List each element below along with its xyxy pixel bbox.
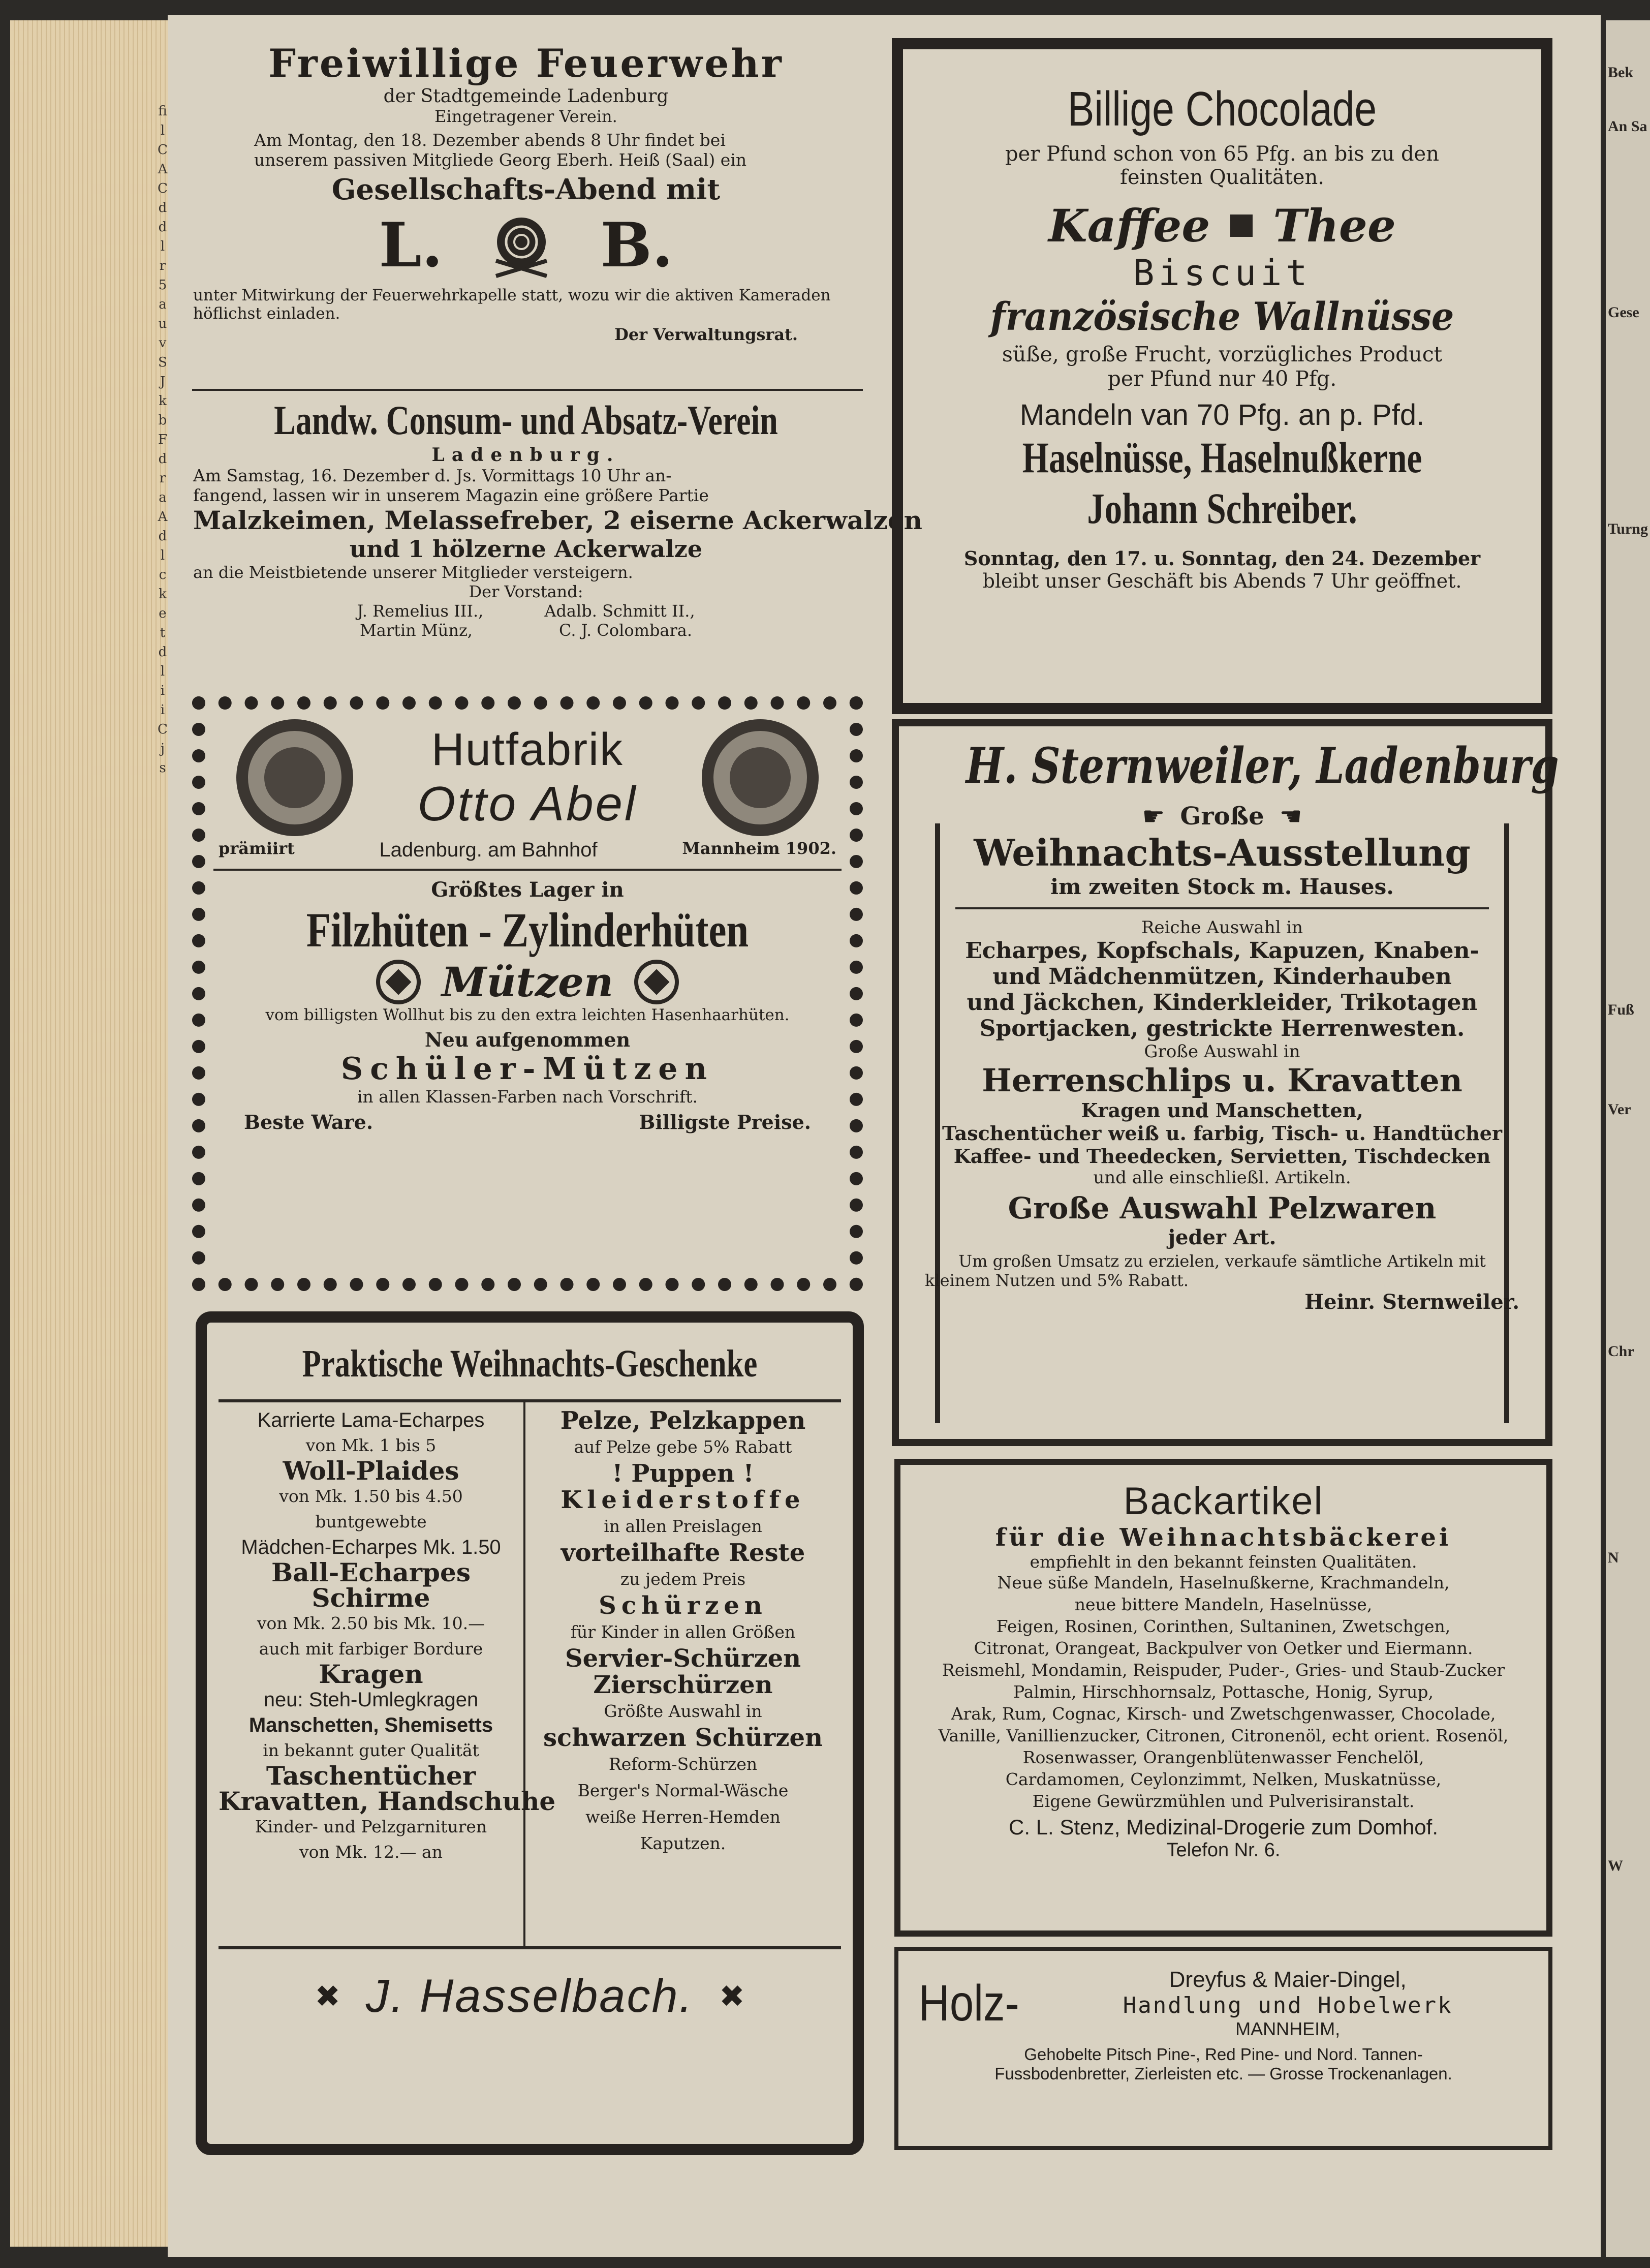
ad-title: Holz- xyxy=(918,1975,1019,2032)
strip-text: Gese xyxy=(1608,304,1639,321)
text-line: und Jäckchen, Kinderkleider, Trikotagen xyxy=(967,990,1478,1016)
ad-title: Hutfabrik xyxy=(431,724,624,775)
text-line: an die Meistbietende unserer Mitglieder versteigern. xyxy=(193,563,633,582)
divider xyxy=(213,869,842,871)
strip-text: Fuß xyxy=(1608,1001,1634,1018)
ad-title: Praktische Weihnachts-Geschenke xyxy=(302,1342,758,1385)
offer-line: Mädchen-Echarpes Mk. 1.50 xyxy=(241,1536,501,1558)
offer-line: Berger's Normal-Wäsche xyxy=(577,1781,789,1800)
offer-line: zu jedem Preis xyxy=(620,1569,746,1589)
product-headline: Thee xyxy=(1273,199,1396,252)
event-title: Gesellschafts-Abend mit xyxy=(331,173,721,206)
ad-holz xyxy=(910,1967,1537,2083)
offer-line: Kinder- und Pelzgarnituren xyxy=(255,1817,487,1836)
offer-line: Schürzen xyxy=(599,1591,767,1620)
text-line: Neu aufgenommen xyxy=(424,1028,631,1051)
margin-letter: l xyxy=(160,123,165,138)
text-line: Taschentücher weiß u. farbig, Tisch- u. Handtücher xyxy=(942,1122,1502,1145)
margin-letter: k xyxy=(159,393,167,409)
offer-line: ! Puppen ! xyxy=(612,1459,754,1488)
margin-letter: J xyxy=(160,374,166,389)
text-line: Große xyxy=(1180,802,1264,831)
board-row xyxy=(188,601,864,621)
company-name: J. Hasselbach. xyxy=(365,1970,694,2022)
margin-letter: v xyxy=(159,335,167,351)
offer-line: neu: Steh-Umlegkragen xyxy=(263,1689,479,1711)
text-line: fangend, lassen wir in unserem Magazin eine größere Partie xyxy=(193,485,709,505)
strip-text: Turng xyxy=(1608,520,1648,537)
product-line: neue bittere Mandeln, Haselnüsse, xyxy=(1074,1595,1373,1614)
margin-letter: u xyxy=(158,316,167,331)
product-line: Arak, Rum, Cognac, Kirsch- und Zwetschgenwasser, Chocolade, xyxy=(951,1704,1496,1724)
product-headline: Herrenschlips u. Kravatten xyxy=(982,1062,1462,1099)
margin-letter: l xyxy=(160,239,165,254)
offer-line: Kaputzen. xyxy=(640,1833,726,1853)
offer-line: Taschentücher xyxy=(266,1761,476,1791)
offer-line: Größte Auswahl in xyxy=(604,1701,762,1721)
cross-icon: ✖ xyxy=(315,1978,340,2014)
margin-letter: C xyxy=(158,142,168,158)
text-line: Kaffee- und Theedecken, Servietten, Tischdecken xyxy=(953,1145,1491,1168)
offer-line: in allen Preislagen xyxy=(604,1516,762,1536)
address: Ladenburg. am Bahnhof xyxy=(379,839,598,861)
strip-text: Bek xyxy=(1608,64,1634,81)
margin-letter: i xyxy=(160,702,165,718)
offer-line: Reform-Schürzen xyxy=(608,1754,758,1774)
product-list xyxy=(910,1572,1537,1812)
offer-line: schwarzen Schürzen xyxy=(543,1724,823,1752)
divider xyxy=(192,389,863,391)
text-line: unserem passiven Mitgliede Georg Eberh. Heiß (Saal) ein xyxy=(254,150,747,170)
margin-letter: r xyxy=(159,258,166,273)
text-line: Gehobelte Pitsch Pine-, Red Pine- und Nord. Tannen- xyxy=(1024,2045,1423,2064)
text-line: Handlung und Hobelwerk xyxy=(1123,1993,1453,2018)
product-headline: Kaffee xyxy=(1048,199,1210,252)
company-name: Dreyfus & Maier-Dingel, xyxy=(1169,1967,1407,1992)
text-line: unter Mitwirkung der Feuerwehrkapelle statt, wozu wir die aktiven Kameraden xyxy=(193,286,831,304)
text-line: und alle einschließl. Artikeln. xyxy=(1093,1168,1351,1188)
margin-letter: d xyxy=(158,529,167,544)
ad-consum-verein xyxy=(188,396,922,640)
strip-text: N xyxy=(1608,1549,1619,1566)
ad-title: H. Sternweiler, Ladenburg xyxy=(966,737,1559,794)
margin-letter: e xyxy=(159,606,167,621)
offer-line: Kragen xyxy=(319,1659,423,1689)
margin-letter: k xyxy=(159,587,167,602)
strip-text: Ver xyxy=(1608,1101,1631,1118)
margin-letter: l xyxy=(160,548,165,563)
board-member: Martin Münz, xyxy=(359,621,473,640)
product-headline: Mützen xyxy=(441,958,614,1006)
strip-text: Chr xyxy=(1608,1343,1634,1360)
text-line: Große Auswahl in xyxy=(1144,1041,1300,1062)
slogan: Beste Ware. xyxy=(244,1111,373,1133)
emblem-row xyxy=(188,209,864,281)
product-headline: Mandeln van 70 Pfg. an p. Pfd. xyxy=(1019,399,1425,432)
margin-letter: A xyxy=(158,162,168,177)
offer-column-left xyxy=(219,1402,556,1946)
ad-title: Freiwillige Feuerwehr xyxy=(268,41,784,86)
margin-letter: j xyxy=(160,741,165,756)
offer-line: von Mk. 12.— an xyxy=(299,1842,443,1862)
offer-line: Karrierte Lama-Echarpes xyxy=(257,1409,485,1431)
board-member: J. Remelius III., xyxy=(357,601,484,621)
offer-line: Kravatten, Handschuhe xyxy=(219,1786,556,1816)
margin-letter: A xyxy=(158,509,168,525)
medal-right-icon xyxy=(699,717,821,839)
initial-letter: B. xyxy=(600,209,673,281)
margin-letter: d xyxy=(158,200,167,216)
product-headline: Große Auswahl Pelzwaren xyxy=(1008,1191,1437,1225)
margin-letter: d xyxy=(158,451,167,467)
offer-line: auf Pelze gebe 5% Rabatt xyxy=(574,1437,792,1457)
offer-line: buntgewebte xyxy=(315,1512,427,1531)
margin-letter: c xyxy=(159,567,167,583)
offer-line: auch mit farbiger Bordure xyxy=(259,1639,483,1659)
margin-letter: 5 xyxy=(158,278,167,293)
ad-sternweiler xyxy=(910,737,1559,1314)
ad-hutfabrik xyxy=(213,717,842,1133)
phone: Telefon Nr. 6. xyxy=(1166,1840,1281,1861)
text-line: Reiche Auswahl in xyxy=(1141,917,1303,938)
product-line: Rosenwasser, Orangenblütenwasser Fenchelöl, xyxy=(1022,1748,1424,1767)
signature: Der Verwaltungsrat. xyxy=(614,325,798,344)
product-headline: Haselnüsse, Haselnußkerne xyxy=(1022,433,1422,482)
square-ornament-icon xyxy=(1230,214,1253,237)
pointing-hand-right-icon: ☛ xyxy=(1142,802,1165,831)
ad-feuerwehr xyxy=(188,41,864,344)
offer-line: Ball-Echarpes xyxy=(271,1557,471,1587)
text-line: in allen Klassen-Farben nach Vorschrift. xyxy=(357,1087,698,1107)
offer-line: in bekannt guter Qualität xyxy=(263,1740,479,1760)
fire-hose-reel-icon xyxy=(483,212,559,279)
subtitle: für die Weihnachtsbäckerei xyxy=(995,1523,1452,1552)
product-headline: französische Wallnüsse xyxy=(990,294,1454,339)
margin-letter: fi xyxy=(158,104,167,119)
divider xyxy=(955,907,1489,909)
ad-title: Backartikel xyxy=(1123,1480,1324,1523)
text-line: feinsten Qualitäten. xyxy=(1120,166,1324,189)
offer-line: Kleiderstoffe xyxy=(561,1486,805,1514)
ad-stenz xyxy=(910,1479,1537,1861)
text-line: süße, große Frucht, vorzügliches Product xyxy=(1002,342,1443,366)
margin-letter: s xyxy=(159,760,166,776)
margin-letter: d xyxy=(158,645,167,660)
offer-line: weiße Herren-Hemden xyxy=(585,1807,781,1827)
offer-line: Schirme xyxy=(312,1583,430,1613)
text-line: kleinem Nutzen und 5% Rabatt. xyxy=(925,1271,1189,1290)
city: MANNHEIM, xyxy=(1235,2018,1341,2039)
board-row xyxy=(188,621,864,640)
offer-line: Woll-Plaides xyxy=(283,1456,459,1486)
medal-left-icon xyxy=(234,717,356,839)
cross-icon: ✖ xyxy=(719,1978,745,2014)
ad-title: Billige Chocolade xyxy=(1067,82,1377,136)
product-line: Reismehl, Mondamin, Reispuder, Puder-, Gries- und Staub-Zucker xyxy=(942,1660,1505,1680)
product-headline: Weihnachts-Ausstellung xyxy=(974,831,1471,874)
text-line: per Pfund schon von 65 Pfg. an bis zu den xyxy=(1005,142,1439,166)
margin-letters xyxy=(152,102,173,778)
text-line: Größtes Lager in xyxy=(431,878,624,902)
text-line: bleibt unser Geschäft bis Abends 7 Uhr geöffnet. xyxy=(982,570,1462,592)
text-line: und Mädchenmützen, Kinderhauben xyxy=(992,964,1452,990)
product-line: Feigen, Rosinen, Corinthen, Sultaninen, Zwetschgen, xyxy=(996,1616,1451,1636)
text-line: Kragen und Manschetten, xyxy=(1081,1099,1363,1122)
text-line: Sonntag, den 17. u. Sonntag, den 24. Dezember xyxy=(963,547,1481,570)
board-member: C. J. Colombara. xyxy=(558,621,693,640)
product-headline: Schüler-Mützen xyxy=(340,1051,714,1087)
offer-line: von Mk. 1.50 bis 4.50 xyxy=(279,1486,463,1506)
text-line: Am Samstag, 16. Dezember d. Js. Vormittags 10 Uhr an- xyxy=(193,466,672,485)
text-line: im zweiten Stock m. Hauses. xyxy=(1050,874,1394,899)
text-line: höflichst einladen. xyxy=(193,304,340,323)
place: Ladenburg. xyxy=(431,444,620,466)
text-line: vom billigsten Wollhut bis zu den extra leichten Hasenhaarhüten. xyxy=(265,1006,790,1024)
product-line: Cardamomen, Ceylonzimmt, Nelken, Muskatnüsse, xyxy=(1005,1769,1442,1789)
adjacent-page-strip xyxy=(1606,20,1650,2257)
text-line: Sportjacken, gestrickte Herrenwesten. xyxy=(979,1016,1465,1041)
margin-letter: t xyxy=(160,625,166,640)
text-line: Um großen Umsatz zu erzielen, verkaufe sämtliche Artikeln mit xyxy=(958,1251,1486,1271)
strip-text: W xyxy=(1608,1857,1623,1874)
margin-letter: l xyxy=(160,664,165,679)
text-line: per Pfund nur 40 Pfg. xyxy=(1107,366,1337,391)
margin-letter: S xyxy=(158,355,167,370)
product-headline: Filzhüten - Zylinderhüten xyxy=(306,903,749,957)
award-note: Mannheim 1902. xyxy=(682,839,836,858)
offer-line: Manschetten, Shemisetts xyxy=(248,1714,493,1736)
initial-letter: L. xyxy=(379,209,443,281)
ad-hasselbach xyxy=(219,1342,841,2023)
product-line: Citronat, Orangeat, Backpulver von Oetker und Eiermann. xyxy=(974,1638,1473,1658)
subtitle: Eingetragener Verein. xyxy=(434,107,617,126)
company-name: C. L. Stenz, Medizinal-Drogerie zum Domhof. xyxy=(1009,1815,1438,1839)
product-line: Palmin, Hirschhornsalz, Pottasche, Honig, Syrup, xyxy=(1013,1682,1434,1702)
margin-letter: d xyxy=(158,220,167,235)
text-line: Echarpes, Kopfschals, Kapuzen, Knaben- xyxy=(965,938,1479,964)
margin-letter: a xyxy=(159,297,167,312)
book-page-edges xyxy=(10,20,168,2247)
board-label: Der Vorstand: xyxy=(469,582,583,601)
margin-letter: i xyxy=(160,683,165,698)
company-name: Otto Abel xyxy=(417,776,638,831)
margin-letter: F xyxy=(158,432,168,447)
product-line: Eigene Gewürzmühlen und Pulverisiranstalt. xyxy=(1032,1791,1415,1811)
slogan: Billigste Preise. xyxy=(639,1111,811,1133)
ornament-icon xyxy=(634,959,679,1005)
text-line: empfiehlt in den bekannt feinsten Qualitäten. xyxy=(1030,1552,1417,1572)
product-line: Neue süße Mandeln, Haselnußkerne, Krachmandeln, xyxy=(997,1573,1450,1592)
board-member: Adalb. Schmitt II., xyxy=(544,601,695,621)
offer-line: von Mk. 1 bis 5 xyxy=(305,1435,437,1455)
signature: Heinr. Sternweiler. xyxy=(1304,1290,1519,1314)
pointing-hand-left-icon: ☚ xyxy=(1279,802,1302,831)
text-line: und 1 hölzerne Ackerwalze xyxy=(349,535,703,563)
offer-line: für Kinder in allen Größen xyxy=(570,1622,796,1642)
award-note: prämiirt xyxy=(219,839,295,858)
text-line: Fussbodenbretter, Zierleisten etc. — Grosse Trockenanlagen. xyxy=(994,2064,1452,2083)
margin-letter: C xyxy=(158,181,168,196)
offer-line: Servier-Schürzen xyxy=(565,1644,801,1673)
text-line: Am Montag, den 18. Dezember abends 8 Uhr findet bei xyxy=(254,130,726,150)
offer-line: von Mk. 2.50 bis Mk. 10.— xyxy=(257,1613,485,1633)
ad-schreiber xyxy=(915,81,1530,592)
offer-line: Zierschürzen xyxy=(593,1671,773,1699)
product-line: Vanille, Vanillienzucker, Citronen, Citronenöl, echt orient. Rosenöl, xyxy=(938,1726,1509,1745)
margin-letter: a xyxy=(159,490,167,505)
strip-text: An Sa xyxy=(1608,118,1647,135)
margin-letter: b xyxy=(158,413,167,428)
divider xyxy=(219,1946,841,1949)
margin-letter: C xyxy=(158,722,168,737)
subtitle: der Stadtgemeinde Ladenburg xyxy=(383,86,669,107)
text-line: jeder Art. xyxy=(1168,1225,1277,1249)
ad-title: Landw. Consum- und Absatz-Verein xyxy=(274,397,778,443)
ornament-icon xyxy=(376,959,421,1005)
offer-line: vorteilhafte Reste xyxy=(561,1539,805,1567)
offer-column-right xyxy=(525,1402,840,1946)
offer-line: Pelze, Pelzkappen xyxy=(560,1406,806,1435)
company-name: Johann Schreiber. xyxy=(1087,484,1357,533)
product-headline: Biscuit xyxy=(1133,252,1312,294)
margin-letter: r xyxy=(159,471,166,486)
text-line: Malzkeimen, Melassefreber, 2 eiserne Ackerwalzen xyxy=(193,505,922,535)
